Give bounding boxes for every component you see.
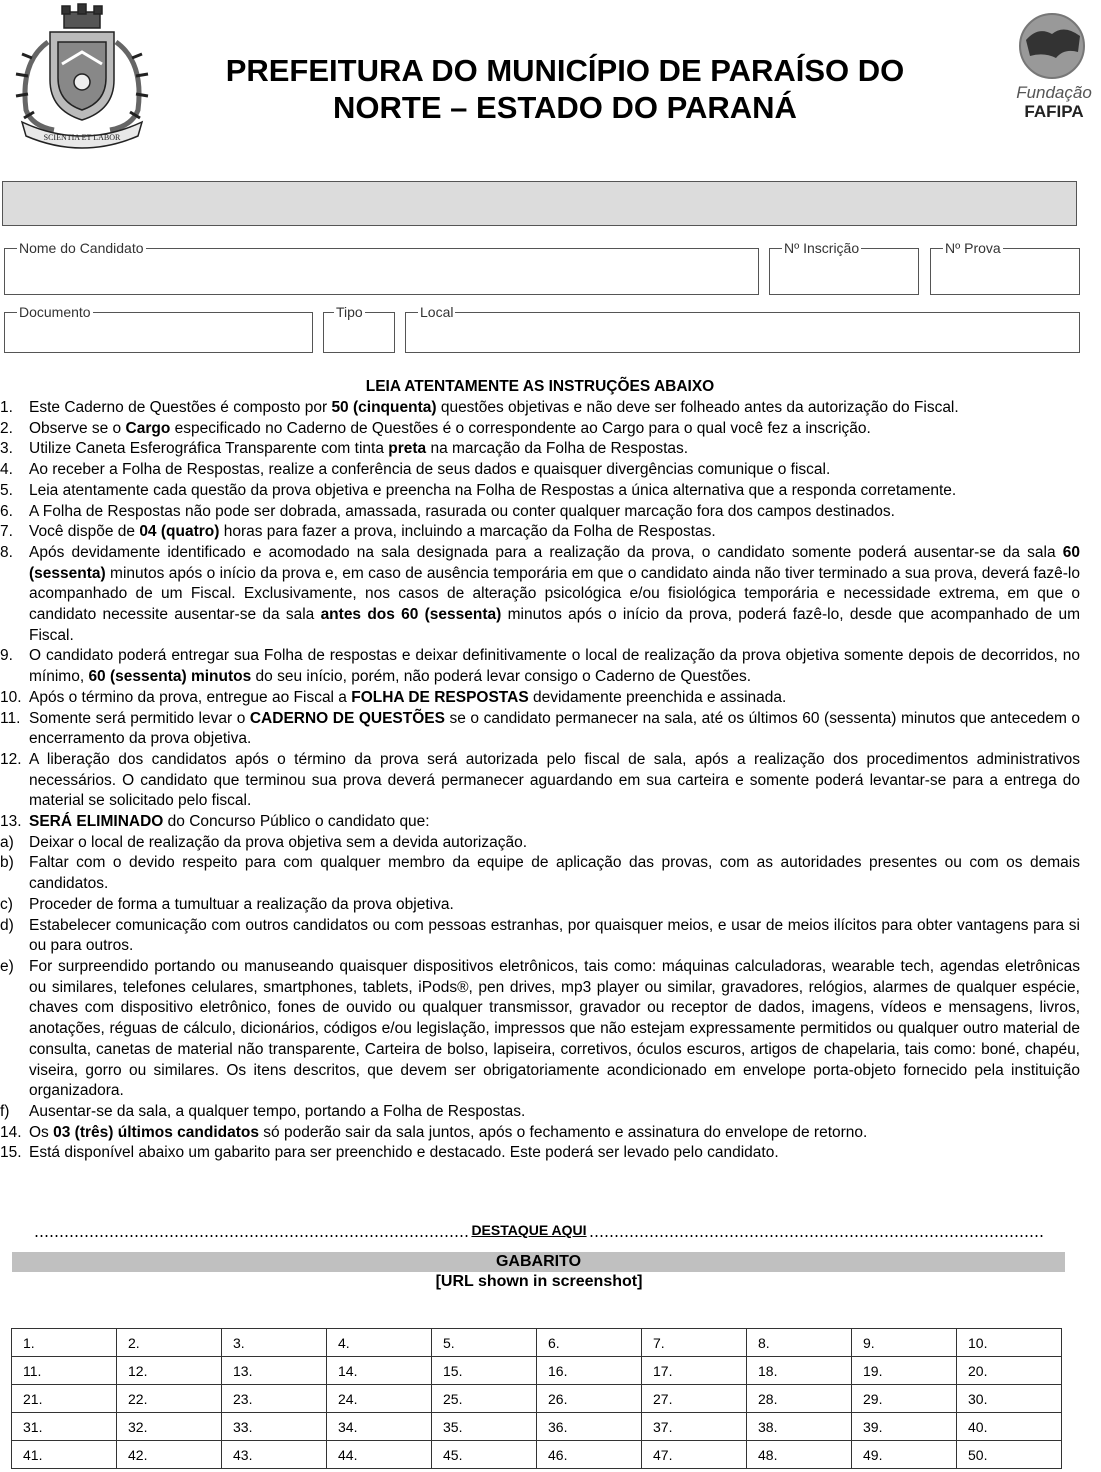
instruction-item — [0, 502, 1080, 523]
instruction-text: do Concurso Público o candidato que: — [163, 813, 430, 831]
registration-number-label: Nº Inscrição — [784, 240, 860, 256]
cut-here-label: DESTAQUE AQUI — [471, 1222, 587, 1238]
svg-text:FAFIPA: FAFIPA — [1024, 102, 1084, 121]
instruction-item — [0, 688, 1080, 709]
instruction-marker: 9. — [0, 647, 13, 665]
answer-cell[interactable]: 19. — [852, 1357, 957, 1385]
instruction-item — [0, 833, 1080, 854]
answer-cell[interactable]: 43. — [222, 1441, 327, 1469]
instruction-item — [0, 646, 1080, 687]
answer-row — [12, 1329, 1062, 1357]
answer-cell[interactable]: 46. — [537, 1441, 642, 1469]
answer-cell[interactable]: 11. — [12, 1357, 117, 1385]
answer-cell[interactable]: 13. — [222, 1357, 327, 1385]
instruction-item — [0, 398, 1080, 419]
instruction-text: 50 (cinquenta) — [331, 399, 437, 416]
instruction-item — [0, 812, 1080, 833]
answer-cell[interactable]: 6. — [537, 1329, 642, 1357]
exam-number-field[interactable] — [930, 240, 1080, 295]
instruction-text: Você dispõe de — [29, 523, 140, 541]
instruction-text: minutos após o início da prova, poderá fazê-lo, desde que acompanhado de um Fiscal. — [29, 606, 1080, 644]
instructions-title: LEIA ATENTAMENTE AS INSTRUÇÕES ABAIXO — [365, 378, 715, 395]
answer-cell[interactable]: 3. — [222, 1329, 327, 1357]
answer-cell[interactable]: 23. — [222, 1385, 327, 1413]
answer-cell[interactable]: 44. — [327, 1441, 432, 1469]
answer-cell[interactable]: 30. — [957, 1385, 1062, 1413]
answer-cell[interactable]: 42. — [117, 1441, 222, 1469]
answer-cell[interactable]: 28. — [747, 1385, 852, 1413]
answer-cell[interactable]: 9. — [852, 1329, 957, 1357]
answer-cell[interactable]: 33. — [222, 1413, 327, 1441]
instruction-item — [0, 1102, 1080, 1123]
answer-cell[interactable]: 34. — [327, 1413, 432, 1441]
answer-cell[interactable]: 35. — [432, 1413, 537, 1441]
answer-cell[interactable]: 50. — [957, 1441, 1062, 1469]
instruction-item — [0, 419, 1080, 440]
answer-key-title: GABARITO — [12, 1252, 1065, 1272]
answer-cell[interactable]: 1. — [12, 1329, 117, 1357]
answer-grid — [11, 1328, 1062, 1469]
answer-cell[interactable]: 12. — [117, 1357, 222, 1385]
answer-cell[interactable]: 15. — [432, 1357, 537, 1385]
answer-cell[interactable]: 27. — [642, 1385, 747, 1413]
answer-cell[interactable]: 40. — [957, 1413, 1062, 1441]
answer-cell[interactable]: 16. — [537, 1357, 642, 1385]
instruction-marker: d) — [0, 916, 14, 934]
document-field[interactable] — [4, 304, 313, 353]
instruction-text: Observe se o — [29, 419, 126, 437]
svg-text:Fundação: Fundação — [1016, 83, 1092, 102]
type-field[interactable] — [323, 304, 395, 353]
instruction-marker: 7. — [0, 523, 13, 541]
answer-cell[interactable]: 17. — [642, 1357, 747, 1385]
instruction-text: Estabelecer comunicação com outros candidatos ou com pessoas estranhas, por quaisquer meios, e usar de meios ilícitos para obter vantagens para si ou para outros. — [29, 916, 1080, 955]
candidate-name-field[interactable] — [4, 240, 759, 295]
instruction-marker: 5. — [0, 481, 13, 499]
instruction-text: Este Caderno de Questões é composto por — [29, 399, 332, 416]
answer-cell[interactable]: 45. — [432, 1441, 537, 1469]
instruction-marker: b) — [0, 854, 14, 872]
instruction-text: minutos após o início da prova e, em caso de ausência temporária em que o candidato ainda não tiver terminado a sua prova, deverá fazê-lo acompanhado de um Fiscal. Exclusivamente, nos casos de alteração psicológica e/ou fisiológica temporária e necessidade extrema, em que o candidato necessite ausentar-se da sala — [29, 564, 1080, 624]
answer-cell[interactable]: 29. — [852, 1385, 957, 1413]
instruction-text: Utilize Caneta Esferográfica Transparente com tinta — [29, 440, 389, 458]
answer-cell[interactable]: 48. — [747, 1441, 852, 1469]
instruction-text: O candidato poderá entregar sua Folha de respostas e deixar definitivamente o local de realização da prova objetiva somente depois de decorridos, no mínimo, — [29, 647, 1080, 686]
instruction-marker: 1. — [0, 399, 13, 416]
answer-cell[interactable]: 39. — [852, 1413, 957, 1441]
type-label: Tipo — [336, 304, 363, 320]
instruction-text: A liberação dos candidatos após o término da prova será autorizada pelo fiscal de sala, após a realização dos procedimentos administrativos necessários. O candidato que terminou sua prova deverá permanecer aguardando em sua carteira e somente poderá levantar-se para a entrega do material se solicitado pelo fiscal. — [29, 750, 1080, 810]
location-label: Local — [420, 304, 454, 320]
instruction-text: 60 (sessenta) minutos — [88, 668, 252, 686]
instruction-text: 04 (quatro) — [139, 523, 220, 541]
svg-text:SCIENTIA ET LABOR: SCIENTIA ET LABOR — [43, 133, 121, 142]
answer-cell[interactable]: 2. — [117, 1329, 222, 1357]
answer-cell[interactable]: 32. — [117, 1413, 222, 1441]
location-field[interactable] — [405, 304, 1080, 353]
instruction-item — [0, 543, 1080, 647]
instruction-text: CADERNO DE QUESTÕES — [249, 709, 445, 727]
instruction-marker: 11. — [0, 709, 21, 727]
instruction-marker: 13. — [0, 813, 22, 831]
answer-cell[interactable]: 49. — [852, 1441, 957, 1469]
instruction-item — [0, 957, 1080, 1102]
answer-cell[interactable]: 7. — [642, 1329, 747, 1357]
exam-number-label: Nº Prova — [945, 240, 1001, 256]
instruction-text: SERÁ ELIMINADO — [29, 813, 164, 831]
answer-cell[interactable]: 25. — [432, 1385, 537, 1413]
answer-cell[interactable]: 24. — [327, 1385, 432, 1413]
instruction-text: Está disponível abaixo um gabarito para ser preenchido e destacado. Este poderá ser levado pelo candidato. — [29, 1144, 779, 1162]
answer-cell[interactable]: 38. — [747, 1413, 852, 1441]
instruction-text: devidamente preenchida e assinada. — [528, 688, 787, 706]
answer-row — [12, 1413, 1062, 1441]
answer-cell[interactable]: 20. — [957, 1357, 1062, 1385]
cargo-bar — [2, 181, 1077, 226]
instruction-marker: f) — [0, 1102, 10, 1120]
instruction-text: Cargo — [125, 419, 171, 437]
instruction-text: Após o término da prova, entregue ao Fiscal a — [29, 688, 352, 706]
instruction-item — [0, 853, 1080, 894]
instruction-text: questões objetivas e não deve ser folheado antes da autorização do Fiscal. — [436, 399, 959, 416]
instruction-marker: 8. — [0, 543, 13, 561]
fafipa-logo — [1008, 6, 1100, 122]
instruction-text: especificado no Caderno de Questões é o correspondente ao Cargo para o qual você fez a inscrição. — [170, 419, 871, 437]
answer-cell[interactable]: 47. — [642, 1441, 747, 1469]
answer-cell[interactable]: 5. — [432, 1329, 537, 1357]
instruction-marker: 3. — [0, 440, 13, 458]
candidate-name-label: Nome do Candidato — [19, 240, 144, 256]
instruction-text: Leia atentamente cada questão da prova objetiva e preencha na Folha de Respostas a única alternativa que a responda corretamente. — [29, 481, 957, 499]
instruction-item — [0, 522, 1080, 543]
instruction-text: 60 (sessenta) — [29, 543, 1080, 582]
answer-cell[interactable]: 8. — [747, 1329, 852, 1357]
answer-cell[interactable]: 18. — [747, 1357, 852, 1385]
title-line-1: PREFEITURA DO MUNICÍPIO DE PARAÍSO DO — [225, 53, 905, 88]
answer-row — [12, 1441, 1062, 1469]
instruction-text: só poderão sair da sala juntos, após o fechamento e assinatura do envelope de retorno. — [258, 1123, 868, 1141]
instruction-text: antes dos 60 (sessenta) — [320, 606, 502, 624]
page-title — [170, 52, 960, 126]
instruction-item — [0, 709, 1080, 750]
answer-cell[interactable]: 4. — [327, 1329, 432, 1357]
answer-cell[interactable]: 14. — [327, 1357, 432, 1385]
answer-cell[interactable]: 41. — [12, 1441, 117, 1469]
instruction-item — [0, 439, 1080, 460]
instruction-marker: 6. — [0, 502, 13, 520]
instruction-text: Faltar com o devido respeito para com qualquer membro da equipe de aplicação das provas, com as autoridades presentes ou com os demais candidatos. — [29, 854, 1080, 893]
instruction-text: 03 (três) últimos candidatos — [53, 1123, 259, 1141]
answer-cell[interactable]: 37. — [642, 1413, 747, 1441]
municipal-crest-icon — [2, 2, 162, 152]
instruction-text: FOLHA DE RESPOSTAS — [351, 688, 529, 706]
instruction-text: Somente será permitido levar o — [29, 709, 250, 727]
answer-cell[interactable]: 31. — [12, 1413, 117, 1441]
instruction-text: Após devidamente identificado e acomodado na sala designada para a realização da prova, o candidato somente poderá ausentar-se da sala — [29, 543, 1063, 561]
instruction-marker: a) — [0, 833, 14, 851]
answer-row — [12, 1385, 1062, 1413]
instruction-text: Proceder de forma a tumultuar a realização da prova objetiva. — [29, 895, 454, 913]
registration-number-field[interactable] — [769, 240, 919, 295]
answer-cell[interactable]: 10. — [957, 1329, 1062, 1357]
answer-cell[interactable]: 26. — [537, 1385, 642, 1413]
answer-cell[interactable]: 22. — [117, 1385, 222, 1413]
instruction-item — [0, 895, 1080, 916]
instruction-item — [0, 460, 1080, 481]
instruction-text: For surpreendido portando ou manuseando quaisquer dispositivos eletrônicos, tais como: máquinas calculadoras, wearable tech, agendas eletrônicas ou similares, telefones celulares, smartphones, tablets, iPods®, pen drives, mp3 player ou similar, gravadores, relógios, alarmes de qualquer espécie, chaves com dispositivo eletrônico, fones de ouvido ou qualquer transmissor, gravador ou receptor de dados, imagens, vídeos e mensagens, livros, anotações, réguas de cálculo, dicionários, códigos e/ou legislação, impressos que não estejam expressamente permitidos ou qualquer outro material de consulta, canetas de material não transparente, Carteira de bolso, lapiseira, corretivos, óculos escuros, artigos de chapelaria, tais como: boné, chapéu, viseira, gorro ou similares. Os itens descritos, que devem ser obrigatoriamente acondicionado em envelope porta-objeto fornecido pela instituição organizadora. — [29, 957, 1080, 1100]
document-label: Documento — [19, 304, 91, 320]
instruction-item — [0, 1123, 1080, 1144]
instruction-text: preta — [388, 440, 427, 458]
instruction-item — [0, 916, 1080, 957]
instruction-text: do seu início, porém, não poderá levar consigo o Caderno de Questões. — [251, 668, 752, 686]
instruction-marker: 10. — [0, 688, 22, 706]
title-line-2: NORTE – ESTADO DO PARANÁ — [333, 90, 797, 125]
instruction-marker: c) — [0, 895, 13, 913]
instruction-text: A Folha de Respostas não pode ser dobrada, amassada, rasurada ou conter qualquer marcação fora dos campos destinados. — [29, 502, 895, 520]
instruction-text: na marcação da Folha de Respostas. — [426, 440, 689, 458]
answer-cell[interactable]: 21. — [12, 1385, 117, 1413]
cut-line — [34, 1219, 1044, 1239]
instruction-text: Ausentar-se da sala, a qualquer tempo, portando a Folha de Respostas. — [29, 1102, 526, 1120]
website-url: [URL shown in screenshot] — [435, 1273, 643, 1290]
instruction-marker: 15. — [0, 1144, 22, 1162]
instruction-marker: e) — [0, 957, 14, 975]
instruction-item — [0, 1143, 1080, 1164]
instruction-text: se o candidato permanecer na sala, até os últimos 60 (sessenta) minutos que antecedem o encerramento da prova objetiva. — [29, 709, 1081, 748]
instruction-marker: 14. — [0, 1123, 22, 1141]
instruction-item — [0, 750, 1080, 812]
instruction-item — [0, 481, 1080, 502]
answer-row — [12, 1357, 1062, 1385]
instruction-text: horas para fazer a prova, incluindo a marcação da Folha de Respostas. — [219, 523, 716, 541]
instruction-text: Ao receber a Folha de Respostas, realize a conferência de seus dados e quaisquer divergências comunique o fiscal. — [29, 461, 831, 479]
instructions-list — [0, 398, 1080, 1164]
instruction-text: Os — [29, 1123, 54, 1141]
instruction-marker: 12. — [0, 750, 22, 768]
answer-cell[interactable]: 36. — [537, 1413, 642, 1441]
instruction-marker: 4. — [0, 461, 13, 479]
instruction-marker: 2. — [0, 419, 13, 437]
instruction-text: Deixar o local de realização da prova objetiva sem a devida autorização. — [29, 833, 528, 851]
